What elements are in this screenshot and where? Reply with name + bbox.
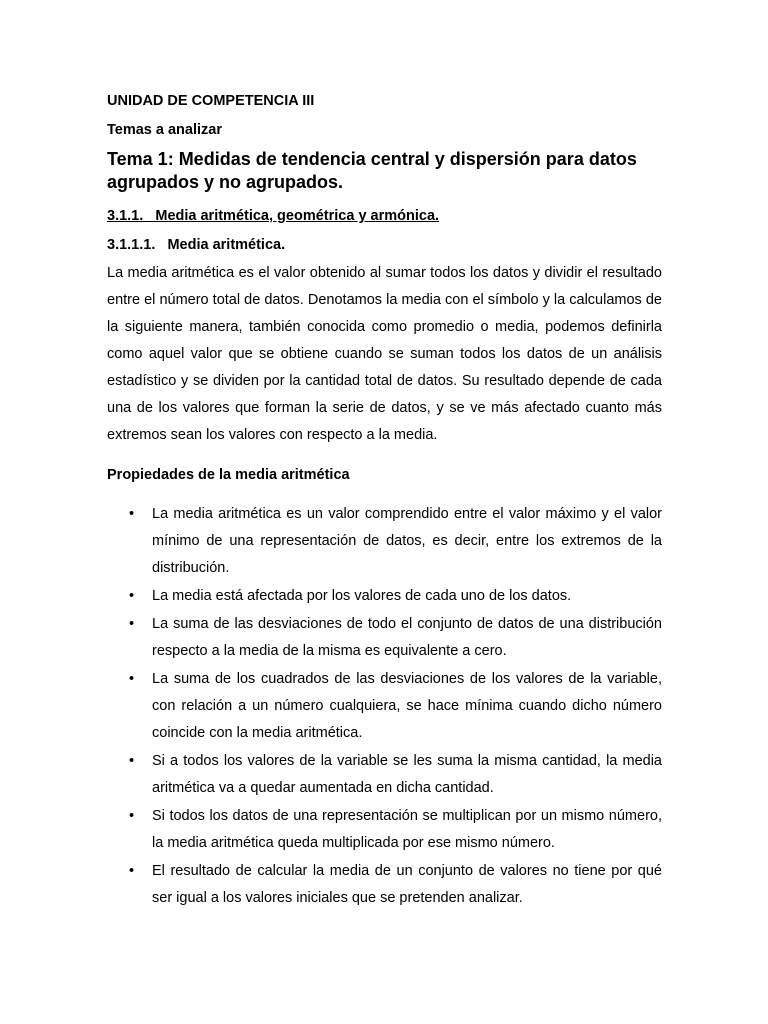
list-item	[107, 583, 662, 610]
bullet-icon: •	[129, 506, 135, 522]
list-item	[107, 803, 662, 857]
list-item	[107, 858, 662, 912]
list-item-text: Si todos los datos de una representación se multiplican por un mismo número, la media aritmética queda multiplicada por ese mismo número.	[152, 808, 662, 851]
bullet-icon: •	[129, 671, 135, 687]
bullet-icon: •	[129, 753, 135, 769]
section-heading: 3.1.1. Media aritmética, geométrica y armónica.	[107, 208, 440, 224]
unit-title: UNIDAD DE COMPETENCIA III	[107, 93, 315, 109]
list-item	[107, 666, 662, 747]
subsection-heading: 3.1.1.1. Media aritmética.	[107, 237, 286, 253]
list-item-text: La media aritmética es un valor comprendido entre el valor máximo y el valor mínimo de una representación de datos, es decir, entre los extremos de la distribución.	[152, 506, 662, 576]
list-item-text: La suma de los cuadrados de las desviaciones de los valores de la variable, con relación a un número cualquiera, se hace mínima cuando dicho número coincide con la media aritmética.	[152, 671, 662, 741]
list-item	[107, 501, 662, 582]
list-item-text: El resultado de calcular la media de un conjunto de valores no tiene por qué ser igual a los valores iniciales que se pretenden analizar.	[152, 863, 662, 906]
list-item-text: Si a todos los valores de la variable se les suma la misma cantidad, la media aritmética va a quedar aumentada en dicha cantidad.	[152, 753, 662, 796]
properties-heading: Propiedades de la media aritmética	[107, 467, 350, 483]
bullet-icon: •	[129, 863, 135, 879]
bullet-icon: •	[129, 616, 135, 632]
document-page	[107, 92, 662, 913]
topics-label: Temas a analizar	[107, 122, 222, 138]
list-item-text: La suma de las desviaciones de todo el conjunto de datos de una distribución respecto a la media de la misma es equivalente a cero.	[152, 616, 662, 659]
properties-list	[107, 501, 662, 912]
list-item	[107, 748, 662, 802]
bullet-icon: •	[129, 588, 135, 604]
list-item-text: La media está afectada por los valores de cada uno de los datos.	[152, 588, 572, 604]
tema-title: Tema 1: Medidas de tendencia central y dispersión para datos agrupados y no agrupados.	[107, 149, 637, 192]
body-paragraph: La media aritmética es el valor obtenido al sumar todos los datos y dividir el resultado entre el número total de datos. Denotamos la media con el símbolo y la calculamos de la siguiente manera, también conocida como promedio o media, podemos definirla como aquel valor que se obtiene cuando se suman todos los datos de un análisis estadístico y se dividen por la cantidad total de datos. Su resultado depende de cada una de los valores que forman la serie de datos, y se ve más afectado cuanto más extremos sean los valores con respecto a la media.	[107, 265, 662, 443]
bullet-icon: •	[129, 808, 135, 824]
list-item	[107, 611, 662, 665]
